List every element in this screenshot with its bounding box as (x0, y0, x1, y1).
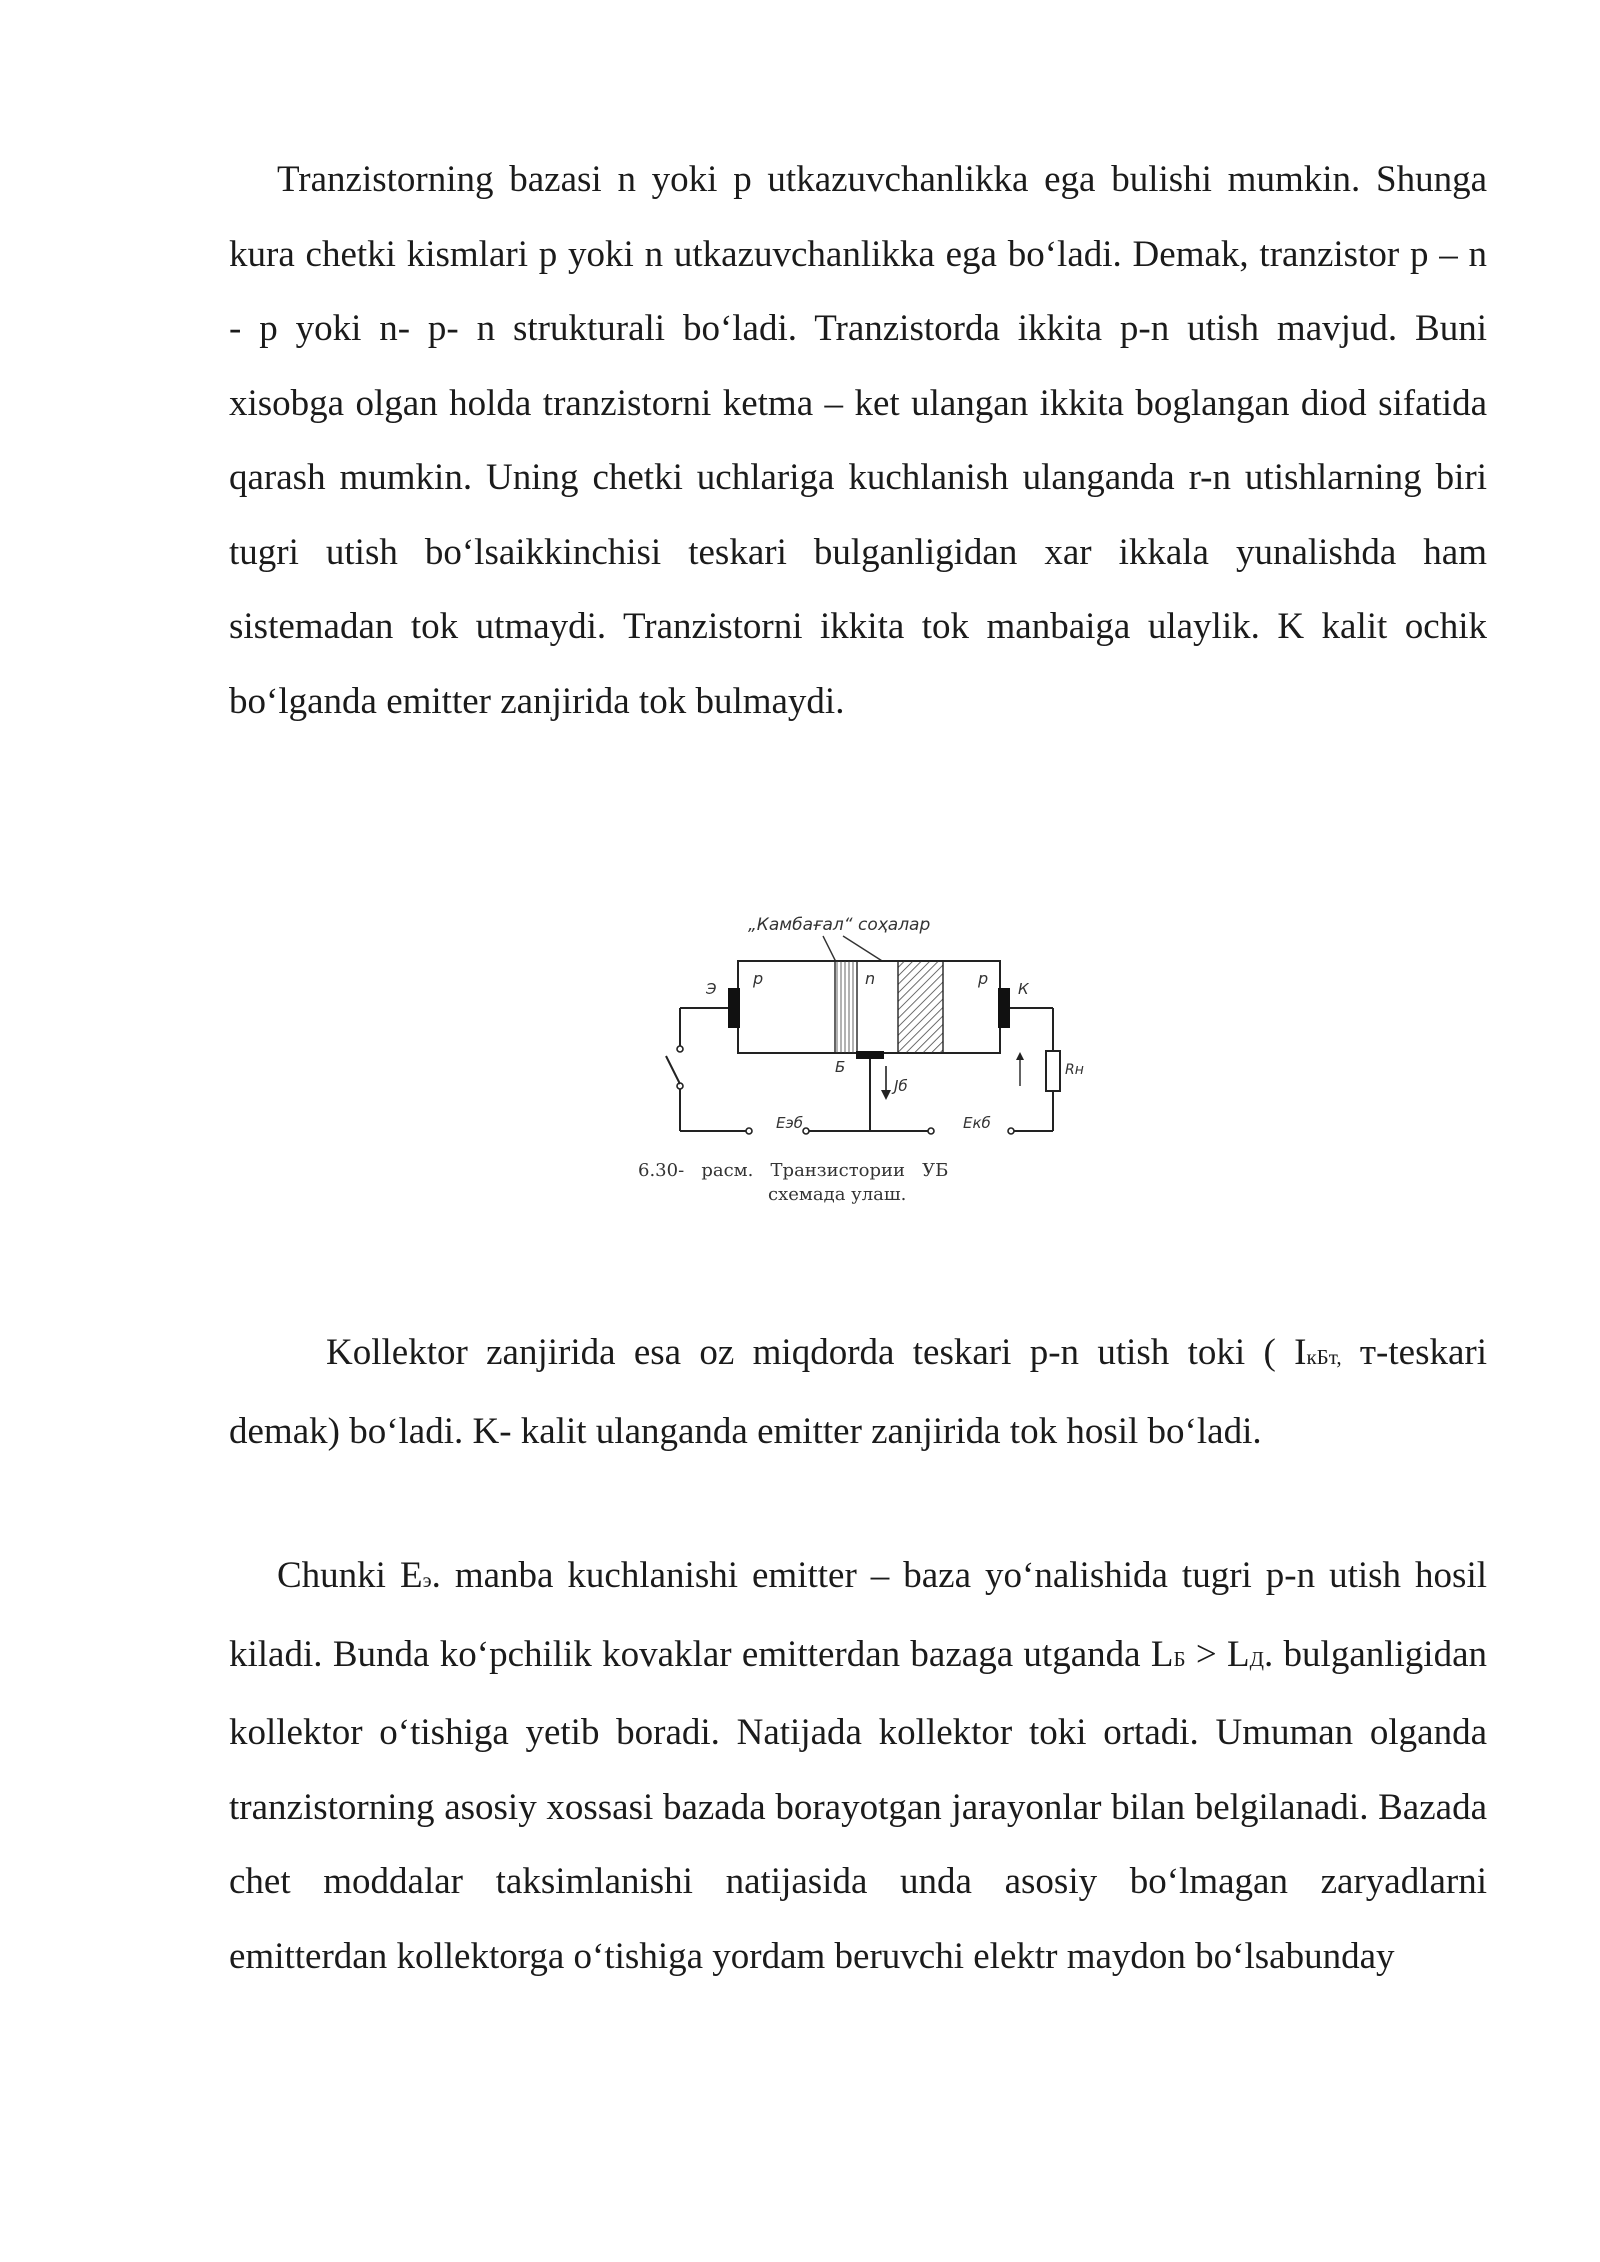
paragraph-3-text-d: . bulganligidan kollektor o‘tishiga yetib boradi. Natijada kollektor toki ortadi. Umuman olganda tranzistorning asosiy xossasi bazada borayotgan jarayonlar bilan belgilanadi. Bazada chet moddalar taksimlanishi natijasida unda asosiy bo‘lmagan zaryadlarni emitterdan kollektorga o‘tishiga yordam beruvchi elektr maydon bo‘lsabunday (229, 1633, 1488, 1977)
base-current-arrowhead-icon (881, 1090, 891, 1100)
base-length-subscript: Б (1173, 1646, 1186, 1671)
emitter-contact (728, 988, 740, 1028)
emitter-terminal-label: Э (706, 980, 717, 998)
region-n-label: n (865, 969, 876, 988)
switch-contact-top (677, 1046, 683, 1052)
paragraph-1: Tranzistorning bazasi n yoki p utkazuvchanlikka ega bulishi mumkin. Shunga kura chetki kismlari p yoki n utkazuvchanlikka ega bo‘ladi. Demak, tranzistor p – n - p yoki n- p- n strukturali bo‘ladi. Tranzistorda ikkita p-n utish mavjud. Buni xisobga olgan holda tranzistorni ketma – ket ulangan ikkita boglangan diod sifatida qarash mumkin. Uning chetki uchlariga kuchlanish ulanganda r-n utishlarning biri tugri utish bo‘lsaikkinchisi teskari bulganligidan xar ikkala yunalishda ham sistemadan tok utmaydi. Tranzistorni ikkita tok manbaiga ulaylik. K kalit ochik bo‘lganda emitter zanjirida tok bulmaydi. (229, 159, 1487, 722)
paragraph-3-text-b: . manba kuchlanishi emitter – baza yo‘nalishida tugri p-n utish hosil kiladi. Bunda ko‘pchilik kovaklar emitterdan bazaga utganda L (229, 1555, 1487, 1675)
collector-source-minus (1008, 1128, 1014, 1134)
paragraph-2-text-b: т-teskari demak) bo‘ladi. K- kalit ulanganda emitter zanjirida tok hosil bo‘ladi. (229, 1332, 1487, 1452)
paragraph-3-text-a: Chunki E (277, 1555, 423, 1596)
collector-contact (998, 988, 1010, 1028)
emitter-source-minus (803, 1128, 809, 1134)
region-p-left-label: p (753, 969, 764, 988)
figure-caption-line-2: схемада улаш. (768, 1184, 907, 1205)
base-contact (856, 1051, 884, 1059)
transistor-circuit-figure (628, 906, 1088, 1216)
emitter-source-subscript: э (422, 1568, 432, 1592)
diffusion-length-subscript: Д (1249, 1646, 1264, 1671)
collector-current-arrowhead-icon (1016, 1052, 1024, 1060)
paragraph-3-text-c: > L (1185, 1633, 1250, 1675)
depletion-region-emitter (835, 961, 857, 1053)
paragraph-2 (229, 1316, 1487, 1469)
paragraph-3 (229, 1539, 1487, 1994)
collector-reverse-current-subscript: кБт, (1306, 1345, 1342, 1369)
depletion-region-collector (898, 961, 943, 1053)
base-current-label: Jб (894, 1077, 908, 1095)
depletion-regions-label: „Камбағал“ соҳалар (748, 915, 931, 935)
switch-k-icon (666, 1056, 680, 1084)
figure-caption-line-1: 6.30- расм. Транзистории УБ (638, 1160, 949, 1181)
emitter-source-plus (746, 1128, 752, 1134)
base-terminal-label: Б (835, 1058, 846, 1076)
emitter-source-label: Eэб (776, 1114, 803, 1132)
load-resistor-label: Rн (1065, 1062, 1084, 1078)
paragraph-2-text-a: Kollektor zanjirida esa oz miqdorda teskari p-n utish toki ( I (326, 1332, 1307, 1373)
collector-terminal-label: К (1018, 980, 1029, 998)
load-resistor-icon (1046, 1051, 1060, 1091)
collector-source-label: Eкб (963, 1114, 991, 1132)
region-p-right-label: p (978, 969, 989, 988)
collector-source-plus (928, 1128, 934, 1134)
transistor-circuit-diagram (628, 906, 1088, 1216)
